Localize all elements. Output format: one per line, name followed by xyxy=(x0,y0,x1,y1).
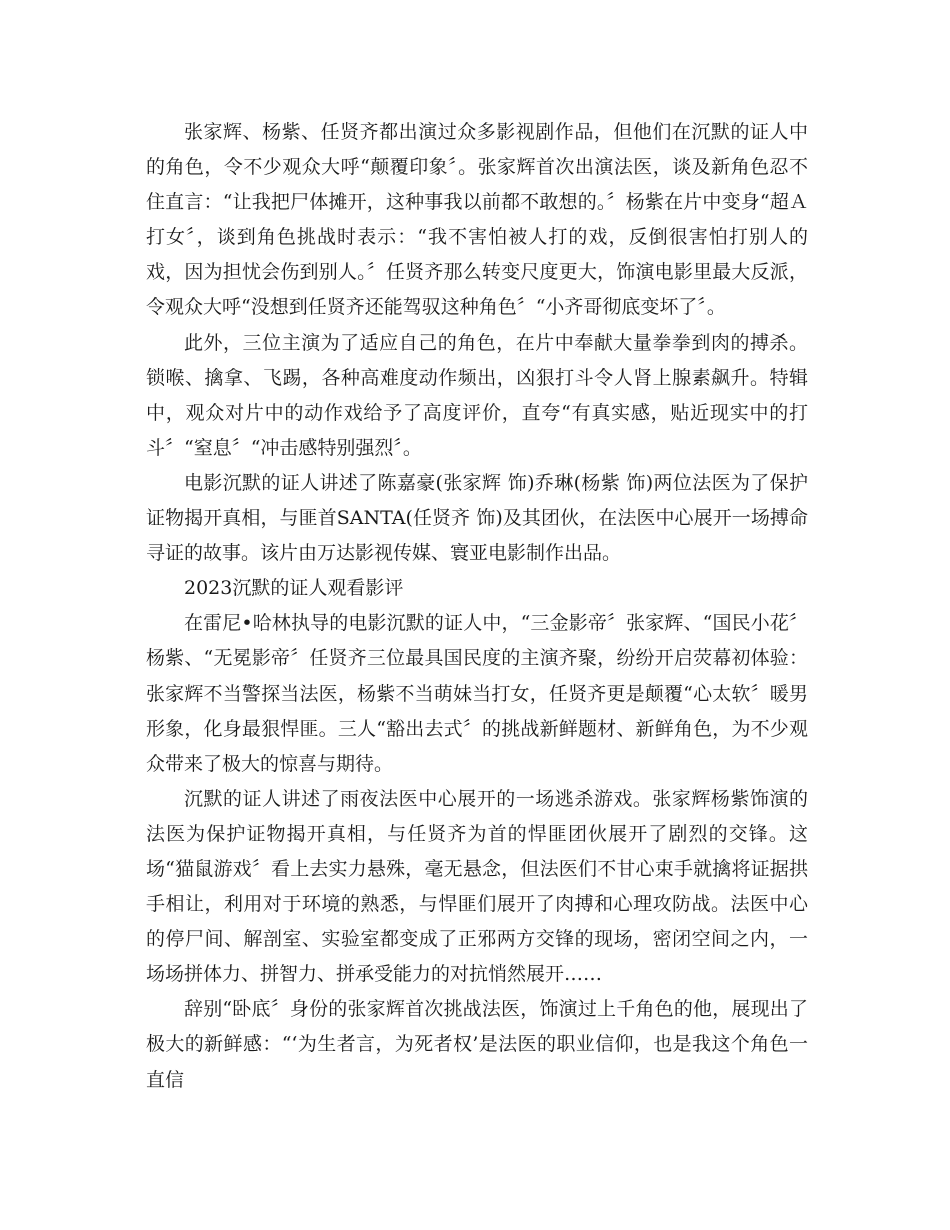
paragraph-cast-roles: 张家辉、杨紫、任贤齐都出演过众多影视剧作品，但他们在沉默的证人中的角色，令不少观众大呼“颠覆印象〞。张家辉首次出演法医，谈及新角色忍不住直言：“让我把尸体摊开，这种事我以前都不敢想的。〞杨紫在片中变身“超Ａ打女〞，谈到角色挑战时表示：“我不害怕被人打的戏，反倒很害怕打别人的戏，因为担忧会伤到别人。〞任贤齐那么转变尺度更大，饰演电影里最大反派，令观众大呼“没想到任贤齐还能驾驭这种角色〞“小齐哥彻底变坏了〞。 xyxy=(146,121,808,319)
paragraph-review-actor: 辞别“卧底〞身份的张家辉首次挑战法医，饰演过上千角色的他，展现出了极大的新鲜感：“‘为生者言，为死者权’是法医的职业信仰，也是我这个角色一直信 xyxy=(146,998,808,1091)
document-body xyxy=(146,115,808,1098)
paragraph-review-intro: 在雷尼•哈林执导的电影沉默的证人中，“三金影帝〞张家辉、“国民小花〞杨紫、“无冕影帝〞任贤齐三位最具国民度的主演齐聚，纷纷开启荧幕初体验：张家辉不当警探当法医，杨紫不当萌妹当打女，任贤齐更是颠覆“心太软〞暖男形象，化身最狠悍匪。三人“豁出去式〞的挑战新鲜题材、新鲜角色，为不少观众带来了极大的惊喜与期待。 xyxy=(146,612,808,775)
paragraph-review-plot: 沉默的证人讲述了雨夜法医中心展开的一场逃杀游戏。张家辉杨紫饰演的法医为保护证物揭开真相，与任贤齐为首的悍匪团伙展开了剧烈的交锋。这场“猫鼠游戏〞看上去实力悬殊，毫无悬念，但法医们不甘心束手就擒将证据拱手相让，利用对于环境的熟悉，与悍匪们展开了肉搏和心理攻防战。法医中心的停尸间、解剖室、实验室都变成了正邪两方交锋的现场，密闭空间之内，一场场拼体力、拼智力、拼承受能力的对抗悄然展开…… xyxy=(146,787,808,986)
section-heading: 2023沉默的证人观看影评 xyxy=(184,577,404,600)
paragraph-action-scenes: 此外，三位主演为了适应自己的角色，在片中奉献大量拳拳到肉的搏杀。锁喉、擒拿、飞踢，各种高难度动作频出，凶狠打斗令人肾上腺素飙升。特辑中，观众对片中的动作戏给予了高度评价，直夸“有真实感，贴近现实中的打斗〞“窒息〞“冲击感特别强烈〞。 xyxy=(146,331,808,459)
paragraph-synopsis: 电影沉默的证人讲述了陈嘉豪(张家辉 饰)乔琳(杨紫 饰)两位法医为了保护证物揭开真相，与匪首SANTA(任贤齐 饰)及其团伙，在法医中心展开一场搏命寻证的故事。该片由万达影视传媒、寰亚电影制作出品。 xyxy=(146,471,808,565)
